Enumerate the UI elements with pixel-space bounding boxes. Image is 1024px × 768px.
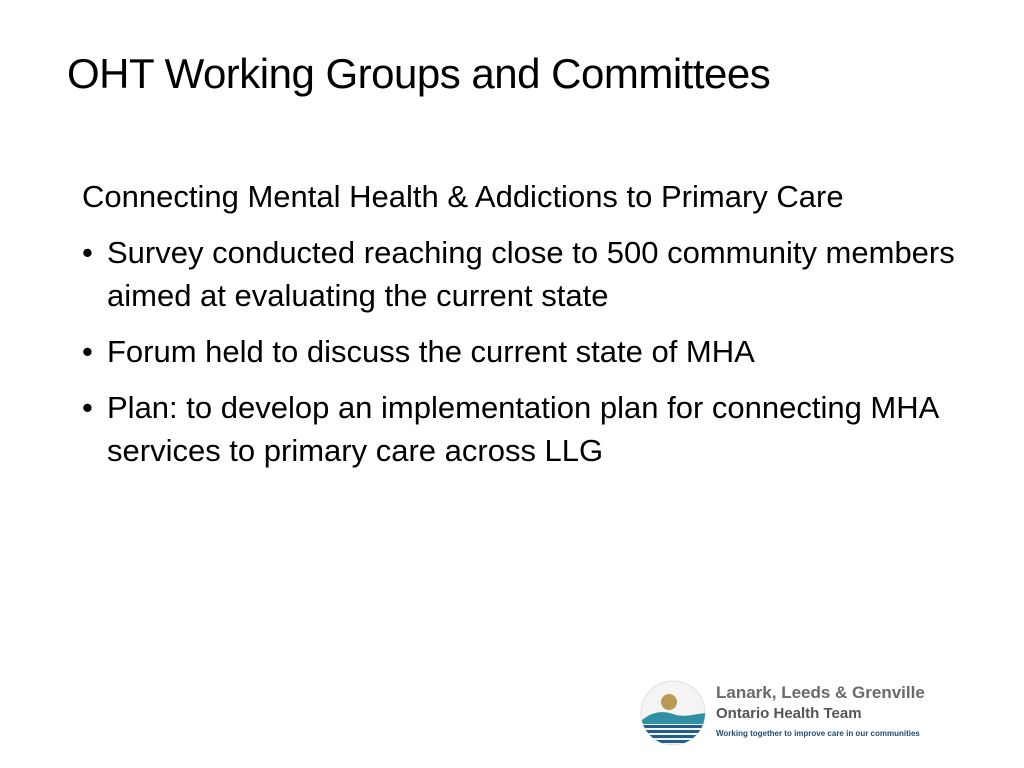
section-heading: Connecting Mental Health & Addictions to Primary Care [82,179,844,214]
bullet-survey: • Survey conducted reaching close to 500 community members aimed at evaluating the current state [82,231,962,317]
slide-title: OHT Working Groups and Committees [67,50,771,97]
bullet-list [82,231,962,472]
logo-name: Lanark, Leeds & Grenville [716,683,925,702]
logo-text [716,682,991,740]
logo-subtitle: Ontario Health Team [716,705,862,722]
bullet-forum: • Forum held to discuss the current state of MHA [82,330,962,373]
bullet-plan: • Plan: to develop an implementation plan for connecting MHA services to primary care across LLG [82,386,962,472]
oht-logo [640,680,990,750]
slide-body [82,175,962,485]
oht-emblem-icon [640,680,706,746]
logo-tagline: Working together to improve care in our communities [716,729,920,738]
